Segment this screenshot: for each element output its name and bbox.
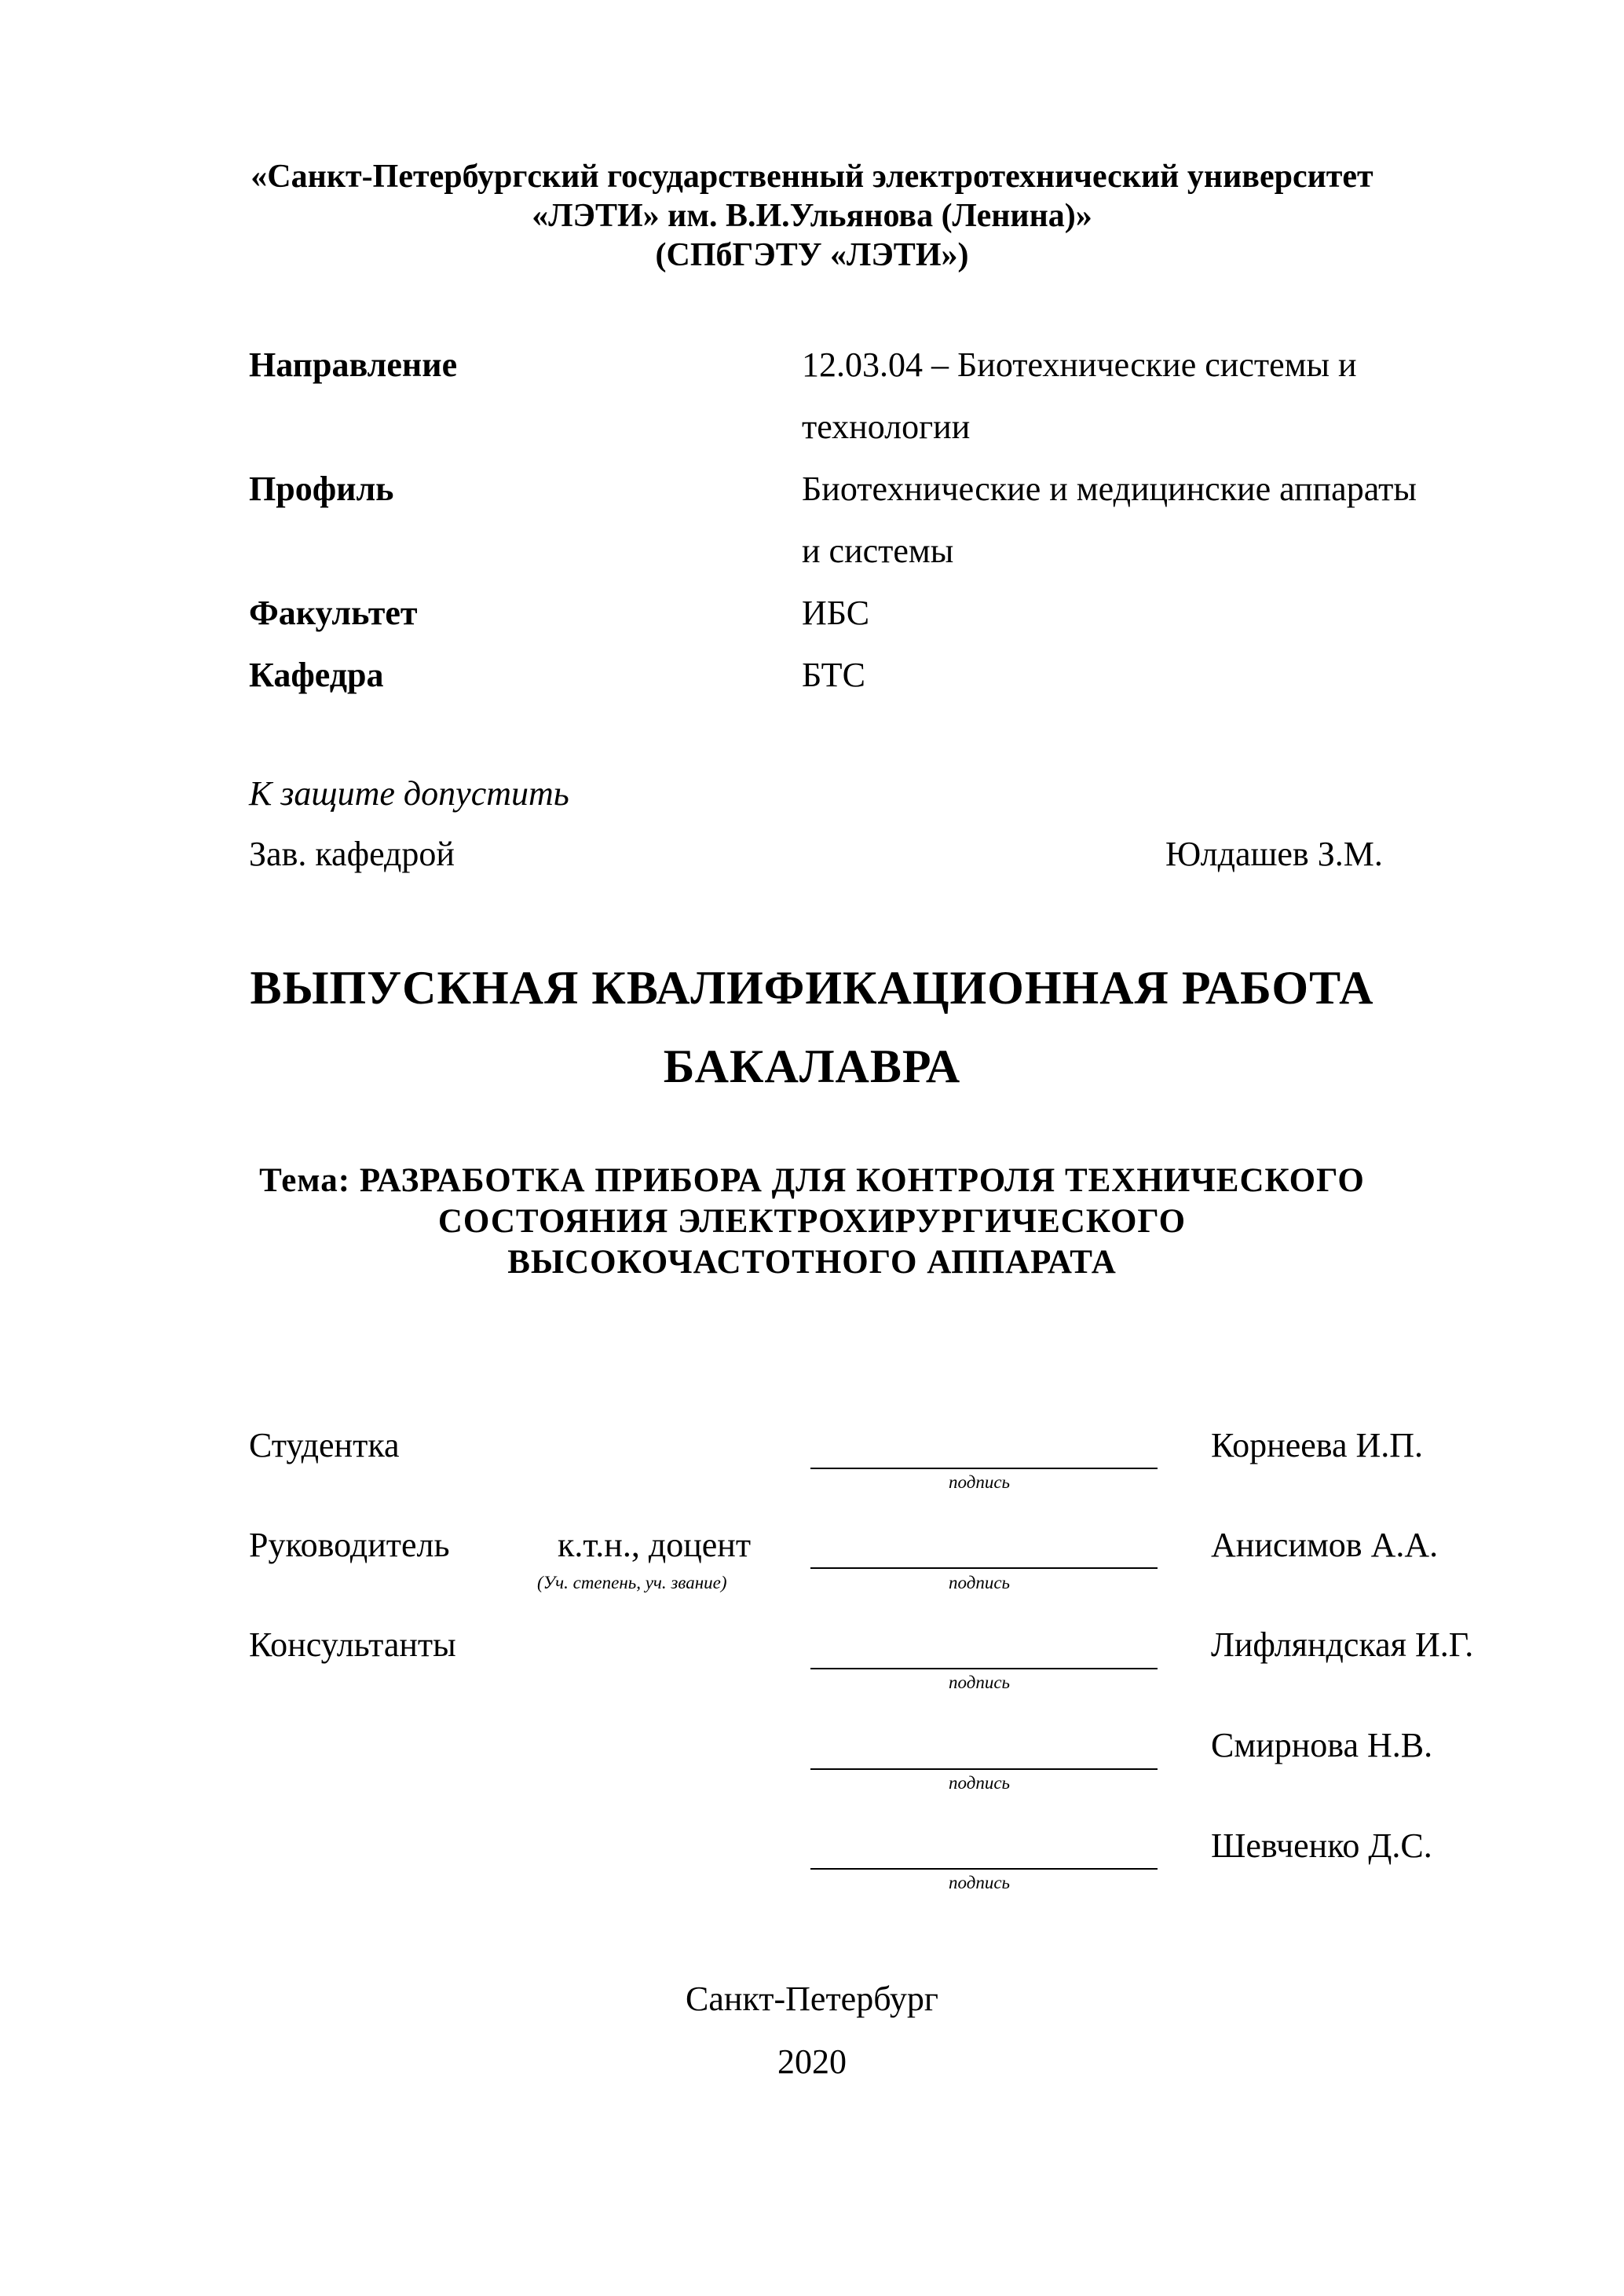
- approval-head-name: Юлдашев З.М.: [1165, 835, 1383, 873]
- document-title-line2: БАКАЛАВРА: [663, 1040, 961, 1092]
- signature-caption: подпись: [949, 1573, 1011, 1592]
- profile-value-line2: и системы: [802, 532, 954, 570]
- theme-line1: Тема: РАЗРАБОТКА ПРИБОРА ДЛЯ КОНТРОЛЯ ТЕХНИЧЕСКОГО: [259, 1162, 1365, 1199]
- consultant-name: Шевченко Д.С.: [1211, 1826, 1432, 1865]
- supervisor-role: Руководитель: [249, 1526, 450, 1564]
- faculty-value: ИБС: [802, 594, 870, 632]
- signature-line: [810, 1468, 1158, 1469]
- signature-line: [810, 1868, 1158, 1870]
- theme-line3: ВЫСОКОЧАСТОТНОГО АППАРАТА: [507, 1244, 1117, 1281]
- faculty-label: Факультет: [249, 594, 418, 632]
- city: Санкт-Петербург: [686, 1980, 938, 2018]
- university-name-line2: «ЛЭТИ» им. В.И.Ульянова (Ленина)»: [532, 198, 1092, 234]
- degree-caption: (Уч. степень, уч. звание): [537, 1573, 727, 1592]
- signature-line: [810, 1567, 1158, 1569]
- direction-value-line1: 12.03.04 – Биотехнические системы и: [802, 345, 1357, 384]
- profile-label: Профиль: [249, 470, 394, 508]
- student-role: Студентка: [249, 1426, 400, 1464]
- signature-line: [810, 1668, 1158, 1669]
- direction-label: Направление: [249, 345, 458, 384]
- university-name-line1: «Санкт-Петербургский государственный электротехнический университет: [251, 159, 1373, 195]
- university-abbreviation: (СПбГЭТУ «ЛЭТИ»): [655, 237, 969, 273]
- signature-caption: подпись: [949, 1873, 1011, 1892]
- document-title-line1: ВЫПУСКНАЯ КВАЛИФИКАЦИОННАЯ РАБОТА: [250, 962, 1374, 1014]
- theme-line2: СОСТОЯНИЯ ЭЛЕКТРОХИРУРГИЧЕСКОГО: [437, 1203, 1187, 1240]
- direction-value-line2: технологии: [802, 408, 971, 446]
- department-value: БТС: [802, 656, 865, 694]
- signature-caption: подпись: [949, 1773, 1011, 1793]
- approval-role: Зав. кафедрой: [249, 835, 455, 873]
- consultant-name: Лифляндская И.Г.: [1211, 1625, 1474, 1664]
- department-label: Кафедра: [249, 656, 384, 694]
- consultants-role: Консультанты: [249, 1625, 456, 1664]
- signature-caption: подпись: [949, 1472, 1011, 1492]
- supervisor-name: Анисимов А.А.: [1211, 1526, 1439, 1564]
- approval-note: К защите допустить: [249, 774, 569, 813]
- profile-value-line1: Биотехнические и медицинские аппараты: [802, 470, 1417, 508]
- signature-caption: подпись: [949, 1673, 1011, 1692]
- signature-line: [810, 1768, 1158, 1770]
- supervisor-degree: к.т.н., доцент: [558, 1526, 752, 1564]
- consultant-name: Смирнова Н.В.: [1211, 1726, 1433, 1764]
- year: 2020: [777, 2042, 847, 2081]
- student-name: Корнеева И.П.: [1211, 1426, 1424, 1464]
